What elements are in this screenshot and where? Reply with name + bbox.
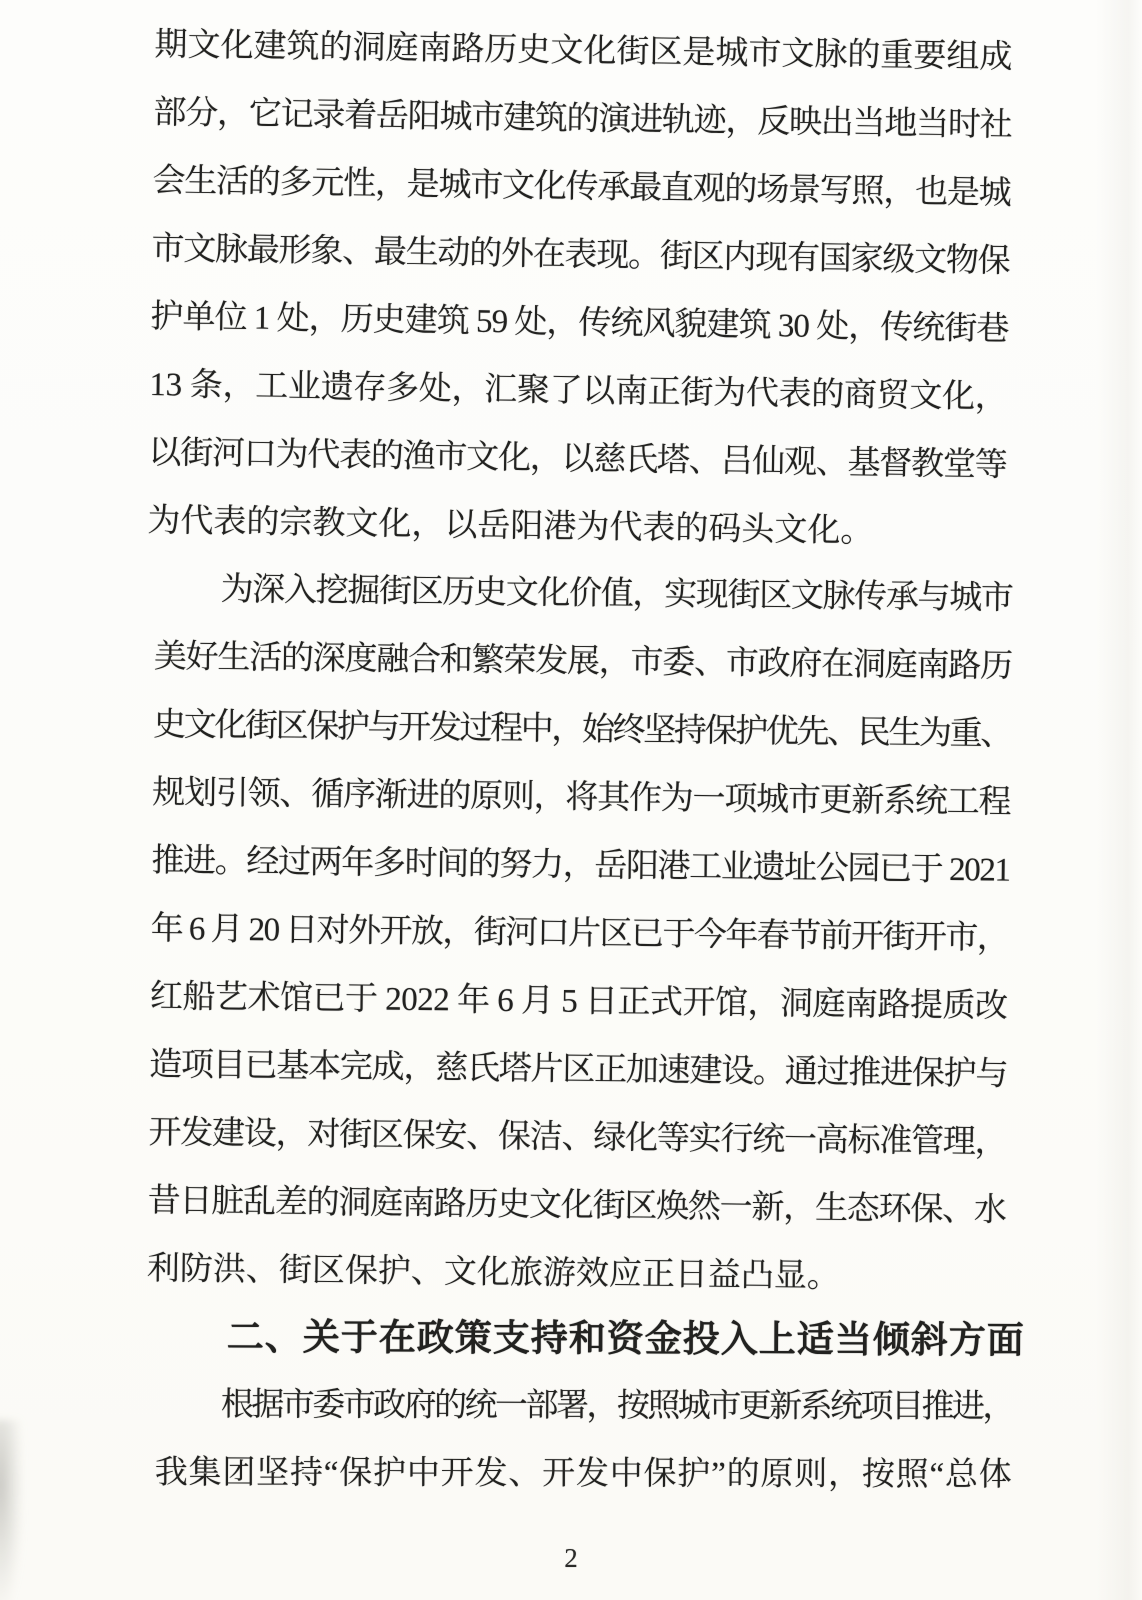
text-line: 为代表的宗教文化，以岳阳港为代表的码头文化。 bbox=[147, 502, 874, 550]
text-line: 推进。经过两年多时间的努力，岳阳港工业遗址公园已于 2021 bbox=[151, 842, 1010, 889]
text-line: 会生活的多元性，是城市文化传承最直观的场景写照，也是城 bbox=[152, 162, 1011, 212]
paragraph bbox=[147, 11, 1013, 568]
paragraph bbox=[147, 555, 1013, 1313]
text-line: 根据市委市政府的统一部署，按照城市更新系统项目推进， bbox=[220, 1387, 1013, 1426]
text-line: 护单位 1 处，历史建筑 59 处，传统风貌建筑 30 处，传统街巷 bbox=[150, 298, 1009, 348]
text-block bbox=[146, 11, 1025, 1507]
text-line: 史文化街区保护与开发过程中，始终坚持保护优先、民生为重、 bbox=[152, 706, 1012, 753]
scan-streak-artifact bbox=[1096, 0, 1142, 1600]
text-line: 为深入挖掘街区历史文化价值，实现街区文脉传承与城市 bbox=[220, 571, 1013, 617]
text-line: 利防洪、街区保护、文化旅游效应正日益凸显。 bbox=[146, 1250, 841, 1295]
text-line: 我集团坚持“保护中开发、开发中保护”的原则，按照“总体 bbox=[154, 1454, 1013, 1494]
text-line: 美好生活的深度融合和繁荣发展，市委、市政府在洞庭南路历 bbox=[153, 638, 1013, 685]
text-line: 年 6 月 20 日对外开放，街河口片区已于今年春节前开街开市， bbox=[150, 910, 1009, 957]
text-line: 造项目已基本完成，慈氏塔片区正加速建设。通过推进保护与 bbox=[149, 1046, 1008, 1093]
text-line: 部分，它记录着岳阳城市建筑的演进轨迹，反映出当地当时社 bbox=[153, 94, 1012, 144]
text-line: 二、关于在政策支持和资金投入上适当倾斜方面 bbox=[226, 1316, 1025, 1361]
text-line: 规划引领、循序渐进的原则，将其作为一项城市更新系统工程 bbox=[152, 774, 1011, 821]
text-line: 红船艺术馆已于 2022 年 6 月 5 日正式开馆，洞庭南路提质改 bbox=[149, 978, 1008, 1025]
page-number: 2 bbox=[564, 1543, 578, 1573]
text-line: 期文化建筑的洞庭南路历史文化街区是城市文脉的重要组成 bbox=[154, 26, 1013, 76]
text-line: 市文脉最形象、最生动的外在表现。街区内现有国家级文物保 bbox=[151, 230, 1010, 280]
text-line: 开发建设，对街区保安、保洁、绿化等实行统一高标准管理， bbox=[148, 1114, 1007, 1161]
text-line: 昔日脏乱差的洞庭南路历史文化街区焕然一新，生态环保、水 bbox=[147, 1182, 1006, 1229]
section-heading bbox=[155, 1303, 1025, 1375]
text-line: 13 条，工业遗存多处，汇聚了以南正街为代表的商贸文化， bbox=[149, 366, 1008, 416]
text-line: 以街河口为代表的渔市文化，以慈氏塔、吕仙观、基督教堂等 bbox=[148, 434, 1007, 484]
paragraph bbox=[155, 1371, 1013, 1509]
